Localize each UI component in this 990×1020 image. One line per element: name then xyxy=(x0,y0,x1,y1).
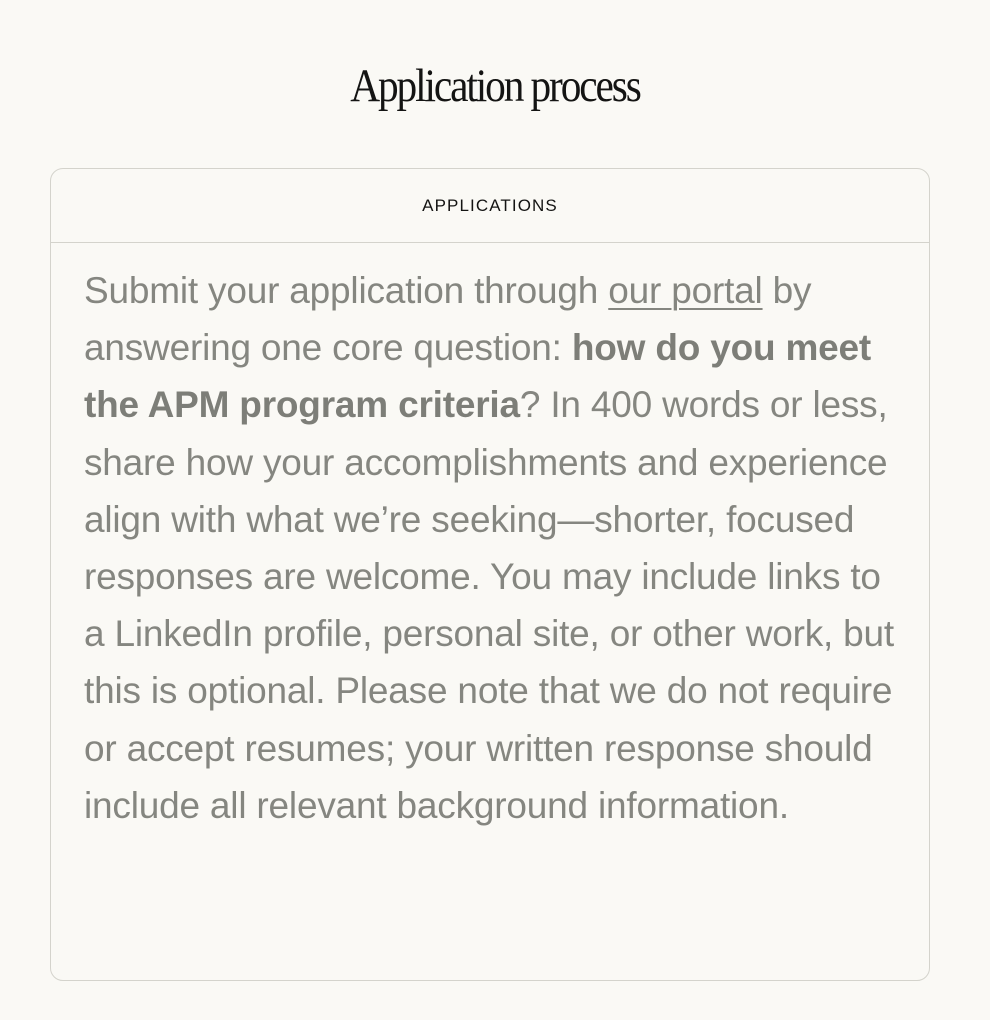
body-text-details: ? In 400 words or less, share how your accomplishments and experience align with what we’re seeking—shorter, focused responses are welcome. You may include links to a LinkedIn profile, personal site, or other work, but this is optional. Please note that we do not require or accept resumes; your written response should include all relevant background information. xyxy=(84,384,895,826)
applications-card xyxy=(50,168,930,981)
portal-link[interactable]: our portal xyxy=(608,270,763,311)
card-body-text xyxy=(84,262,904,834)
card-label: APPLICATIONS xyxy=(422,196,558,215)
body-text-intro: Submit your application through xyxy=(84,270,609,311)
body-text-question-lead: by answering one core question: xyxy=(84,270,812,369)
core-question: how do you meet the APM program criteria xyxy=(84,327,872,426)
card-header xyxy=(51,169,929,243)
page-title: Application process xyxy=(350,60,640,112)
